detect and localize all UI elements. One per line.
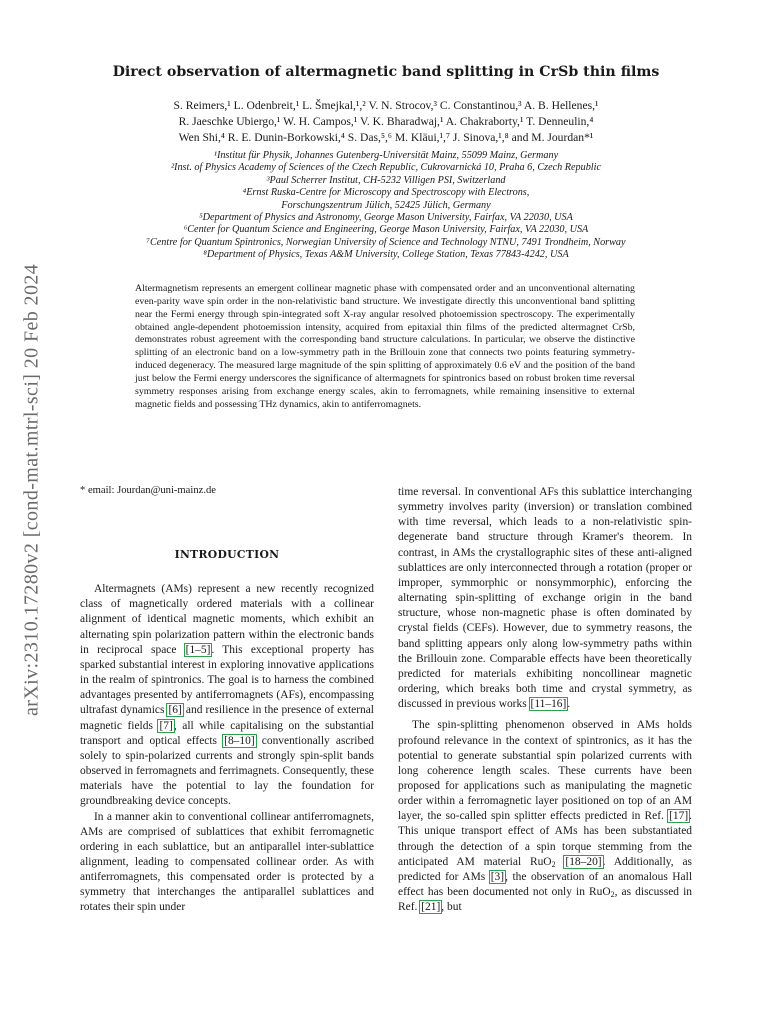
citation-link[interactable]: [3] — [490, 870, 505, 883]
citation-link[interactable]: [17] — [669, 810, 689, 823]
affiliation: ⁷Centre for Quantum Spintronics, Norwegian University of Science and Technology NTNU, 7491 Trondheim, Norway — [146, 236, 626, 248]
text: The spin-splitting phenomenon observed in AMs holds profound relevance in the context of spintronics, as it has the potential to generate substantial spin polarized currents with long coherence length scales. These currents have been proposed for applications such as manipulating the magnetic order within a ferromagnetic layer positioned on top of an AM layer, the so-called spin splitter effects predicted in Ref. — [398, 719, 692, 823]
section-heading: INTRODUCTION — [174, 548, 280, 561]
affiliation: ¹Institut für Physik, Johannes Gutenberg-Universität Mainz, 55099 Mainz, Germany — [213, 150, 559, 161]
text: , as discussed in Ref. — [398, 886, 692, 914]
citation-link[interactable]: [21] — [421, 901, 441, 914]
right-column — [398, 485, 692, 915]
author-line: R. Jaeschke Ubiergo,¹ W. H. Campos,¹ V. K. Bharadwaj,¹ A. Chakraborty,¹ T. Denneulin,⁴ — [178, 115, 594, 128]
paper-title: Direct observation of altermagnetic band splitting in CrSb thin films — [112, 64, 660, 80]
affiliation: ⁶Center for Quantum Science and Engineering, George Mason University, Fairfax, VA 22030, USA — [183, 224, 589, 236]
affiliation: ⁴Ernst Ruska-Centre for Microscopy and Spectroscopy with Electrons, — [242, 187, 530, 199]
text: . — [567, 698, 571, 711]
text: conventionally ascribed solely to spin-polarized currents and strongly spin-split bands observed in ferromagnets and ferrimagnets. Consequently, these materials have the potential to lay the foundation for groundbreaking device concepts. — [80, 734, 374, 808]
affiliation-list — [76, 150, 696, 262]
author-line: Wen Shi,⁴ R. E. Dunin-Borkowski,⁴ S. Das,⁵,⁶ M. Kläui,¹,⁷ J. Sinova,¹,⁸ and M. Jourdan*¹ — [178, 131, 594, 144]
affiliation: ³Paul Scherrer Institut, CH-5232 Villigen PSI, Switzerland — [266, 174, 506, 186]
citation-link[interactable]: [6] — [168, 704, 182, 717]
text: , the observation of an anomalous Hall effect has been documented not only in RuO — [398, 870, 692, 899]
text: . This unique transport effect of AMs has been substantiated through the detection of a spin torque stemming from the anticipated AM material RuO — [398, 810, 692, 868]
author-list — [80, 98, 692, 146]
citation-link[interactable]: [1–5] — [185, 643, 211, 656]
paragraph — [398, 485, 692, 712]
affiliation: Forschungszentrum Jülich, 52425 Jülich, Germany — [281, 199, 491, 211]
left-column — [80, 547, 374, 916]
text: . Additionally, as predicted for AMs — [398, 855, 692, 883]
text: . This exceptional property has sparked substantial interest in exploring innovative applications in the realm of spintronics. The goal is to harness the combined advantages presented by antiferromagnets (AFs), encompassing ultrafast dynamics — [80, 643, 374, 717]
text: , all while capitalising on the substantial transport and optical effects — [80, 719, 374, 747]
abstract: Altermagnetism represents an emergent collinear magnetic phase with compensated order and an unconventional alternating even-parity wave spin order in the non-relativistic band structure. We investigate directly this unconventional band splitting near the Fermi energy through spin-integrated soft X-ray angular resolved photoemission spectroscopy. The experimentally obtained angle-dependent photoemission intensity, acquired from epitaxial thin films of the predicted altermagnet CrSb, demonstrates robust agreement with the corresponding band structure calculations. In particular, we observe the distinctive splitting of an electronic band on a low-symmetry path in the Brillouin zone that connects two points featuring symmetry-induced degeneracy. The measured large magnitude of the spin splitting of approximately 0.6 eV and the position of the band just below the Fermi energy underscores the significance of altermagnets for spintronics based on robust broken time reversal symmetry responses arising from exchange energy scales, akin to ferromagnets, while remaining insensitive to external magnetic fields and possessing THz dynamics, akin to antiferromagnets. — [135, 283, 635, 410]
affiliation: ²Inst. of Physics Academy of Sciences of the Czech Republic, Cukrovarnická 10, Praha 6, Czech Republic — [171, 162, 601, 174]
author-line: S. Reimers,¹ L. Odenbreit,¹ L. Šmejkal,¹,² V. N. Strocov,³ C. Constantinou,³ A. B. Hellenes,¹ — [173, 99, 599, 112]
text: , but — [441, 901, 462, 914]
arxiv-identifier: arXiv:2310.17280v2 [cond-mat.mtrl-sci] 20 Feb 2024 — [20, 263, 43, 717]
affiliation: ⁵Department of Physics and Astronomy, George Mason University, Fairfax, VA 22030, USA — [199, 212, 573, 224]
email-footnote: * email: Jourdan@uni-mainz.de — [80, 485, 216, 496]
citation-link[interactable]: [8–10] — [224, 734, 255, 747]
paragraph — [398, 718, 692, 915]
text: time reversal. In conventional AFs this sublattice interchanging symmetry involves parity (inversion) or translation combined with time reversal, which leads to a non-relativistic spin-degenerate band structure through Kramer's theorem. In contrast, in AMs the crystallographic sites of these anti-aligned sublattices are only interconnected through a rotation (proper or improper, symmorphic or nonsymmorphic), enforcing the alternating spin-splitting of exchange origin in the band structure, whose non-magnetic phase is often dominated by crystal fields (CEFs). However, due to symmetry reasons, the band splitting appears only along low-symmetry paths within the Brillouin zone. Comparable effects have been theoretically predicted for materials exhibiting noncollinear magnetic ordering, which breaks both time and crystal symmetry, as discussed in previous works — [398, 486, 692, 711]
text: Altermagnets (AMs) represent a new recently recognized class of magnetically ordered materials with a collinear alignment of identical magnetic moments, which exhibit an alternating spin polarization pattern within the electronic bands in reciprocal space — [80, 583, 374, 656]
citation-link[interactable]: [7] — [159, 719, 173, 732]
citation-link[interactable]: [11–16] — [530, 698, 567, 711]
citation-link[interactable]: [18–20] — [565, 855, 602, 868]
subscript: 2 — [551, 859, 556, 869]
paragraph — [80, 582, 374, 809]
affiliation: ⁸Department of Physics, Texas A&M University, College Station, Texas 77843-4242, USA — [203, 249, 569, 261]
subscript: 2 — [610, 890, 615, 900]
text: and resilience in the presence of external magnetic fields — [80, 704, 374, 732]
paragraph: In a manner akin to conventional collinear antiferromagnets, AMs are comprised of sublattices that exhibit ferromagnetic ordering in each sublattice, but an antiparallel inter-sublattice alignment, leading to compensated collinear order. As with antiferromagnets, this compensated order is protected by a symmetry that interchanges the antiparallel sublattices and rotates their spin under — [80, 810, 374, 914]
